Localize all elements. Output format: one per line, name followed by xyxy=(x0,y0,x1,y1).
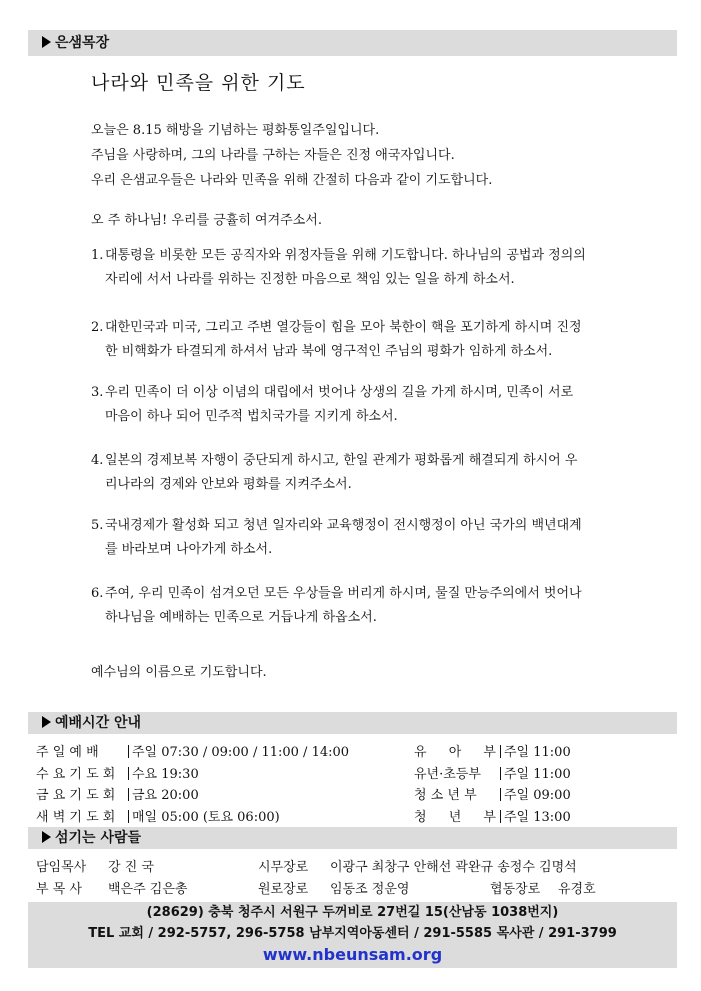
servants-header-bar xyxy=(28,827,677,849)
prayer-item-line: 한 비핵화가 타결되게 하셔서 남과 북에 영구적인 주님의 평화가 임하게 하소서. xyxy=(105,344,553,359)
worship-time: 주일 11:00 xyxy=(504,767,571,782)
worship-name: 유 아 부 xyxy=(414,745,496,760)
prayer-item xyxy=(91,381,611,429)
prayer-item-number: 1. xyxy=(91,248,104,263)
worship-row xyxy=(36,741,349,760)
worship-header-label: 예배시간 안내 xyxy=(55,715,142,731)
prayer-item-line: 를 바라보며 나아가게 하소서. xyxy=(105,542,273,557)
prayer-item-line: 마음이 하나 되어 민주적 법치국가를 지키게 하소서. xyxy=(105,409,398,424)
church-phones: TEL 교회 / 292-5757, 296-5758 남부지역아동센터 / 291-5585 목사관 / 291-3799 xyxy=(88,926,617,941)
worship-time: 주일 13:00 xyxy=(504,810,571,825)
worship-row xyxy=(36,763,199,782)
worship-time: 수요 19:30 xyxy=(132,767,199,782)
elder-title: 시무장로 xyxy=(258,860,309,875)
prayer-item xyxy=(91,316,611,364)
worship-name: 수 요 기 도 회 xyxy=(36,767,116,782)
worship-name: 청 소 년 부 xyxy=(414,788,477,803)
associate-title: 부 목 사 xyxy=(36,882,82,897)
church-address: (28629) 충북 청주시 서원구 두꺼비로 27번길 15(산남동 1038번지) xyxy=(146,905,559,920)
intro-line: 오늘은 8.15 해방을 기념하는 평화통일주일입니다. xyxy=(91,123,380,138)
emeritus-names: 임동조 정운영 xyxy=(330,882,410,897)
intro-line: 주님을 사랑하며, 그의 나라를 구하는 자들은 진정 애국자입니다. xyxy=(91,148,455,163)
prayer-item-line: 대한민국과 미국, 그리고 주변 열강들이 힘을 모아 북한이 핵을 포기하게 하시며 진정 xyxy=(105,320,582,335)
worship-row xyxy=(36,806,280,825)
prayer-item xyxy=(91,244,611,292)
prayer-item-line: 대통령을 비롯한 모든 공직자와 위정자들을 위해 기도합니다. 하나님의 공법과 정의의 xyxy=(105,248,586,263)
coop-title: 협동장로 xyxy=(490,882,541,897)
worship-time: 매일 05:00 (토요 06:00) xyxy=(132,810,280,825)
prayer-item-number: 3. xyxy=(91,385,104,400)
prayer-item-number: 6. xyxy=(91,586,104,601)
intro-line: 우리 은샘교우들은 나라와 민족을 위해 간절히 다음과 같이 기도합니다. xyxy=(91,173,493,188)
worship-row xyxy=(414,784,571,803)
prayer-item-line: 하나님을 예배하는 민족으로 거듭나게 하옵소서. xyxy=(105,610,377,625)
prayer-item-line: 주여, 우리 민족이 섬겨오던 모든 우상들을 버리게 하시며, 물질 만능주의에서 벗어나 xyxy=(105,586,582,601)
worship-name: 주 일 예 배 xyxy=(36,745,99,760)
section-header-bar xyxy=(28,30,677,56)
servants-header-label: 섬기는 사람들 xyxy=(55,830,142,846)
prayer-item-line: 일본의 경제보복 자행이 중단되게 하시고, 한일 관계가 평화롭게 해결되게 하시어 우 xyxy=(105,453,578,468)
prayer-item-line: 리나라의 경제와 안보와 평화를 지켜주소서. xyxy=(105,477,352,492)
worship-row xyxy=(414,763,571,782)
prayer-item-number: 5. xyxy=(91,518,104,533)
invocation: 오 주 하나님! 우리를 긍휼히 여겨주소서. xyxy=(91,213,322,228)
worship-time: 주일 07:30 / 09:00 / 11:00 / 14:00 xyxy=(132,745,350,760)
worship-time: 주일 11:00 xyxy=(504,745,571,760)
triangle-bullet-icon xyxy=(42,716,51,728)
prayer-item-line: 우리 민족이 더 이상 이념의 대립에서 벗어나 상생의 길을 가게 하시며, 민족이 서로 xyxy=(105,385,574,400)
worship-header-bar xyxy=(28,712,677,734)
prayer-item-line: 자리에 서서 나라를 위하는 진정한 마음으로 책임 있는 일을 하게 하소서. xyxy=(105,272,515,287)
prayer-item-line: 국내경제가 활성화 되고 청년 일자리와 교육행정이 전시행정이 아닌 국가의 백년대계 xyxy=(105,518,582,533)
worship-time: 금요 20:00 xyxy=(132,788,199,803)
prayer-item xyxy=(91,514,611,562)
triangle-bullet-icon xyxy=(42,831,51,843)
worship-time: 주일 09:00 xyxy=(504,788,571,803)
elder-names: 이광구 최창구 안해선 곽완규 송정수 김명석 xyxy=(330,860,577,875)
section-header-label: 은샘목장 xyxy=(55,35,110,51)
triangle-bullet-icon xyxy=(42,36,51,48)
worship-name: 새 벽 기 도 회 xyxy=(36,810,116,825)
closing-line: 예수님의 이름으로 기도합니다. xyxy=(91,665,267,680)
worship-row xyxy=(414,806,571,825)
senior-pastor-name: 강 진 국 xyxy=(108,860,154,875)
worship-row xyxy=(36,784,199,803)
prayer-item xyxy=(91,582,611,630)
worship-row xyxy=(414,741,571,760)
emeritus-title: 원로장로 xyxy=(258,882,309,897)
prayer-item-number: 2. xyxy=(91,320,104,335)
worship-name: 청 년 부 xyxy=(414,810,496,825)
associate-names: 백은주 김은총 xyxy=(108,882,188,897)
website-link[interactable]: www.nbeunsam.org xyxy=(262,945,443,964)
coop-names: 유경호 xyxy=(558,882,596,897)
footer-box xyxy=(28,902,677,968)
prayer-item-number: 4. xyxy=(91,453,104,468)
prayer-item xyxy=(91,449,611,497)
worship-name: 금 요 기 도 회 xyxy=(36,788,116,803)
senior-pastor-title: 담임목사 xyxy=(36,860,87,875)
worship-name: 유년·초등부 xyxy=(414,767,481,782)
prayer-title: 나라와 민족을 위한 기도 xyxy=(91,72,306,94)
